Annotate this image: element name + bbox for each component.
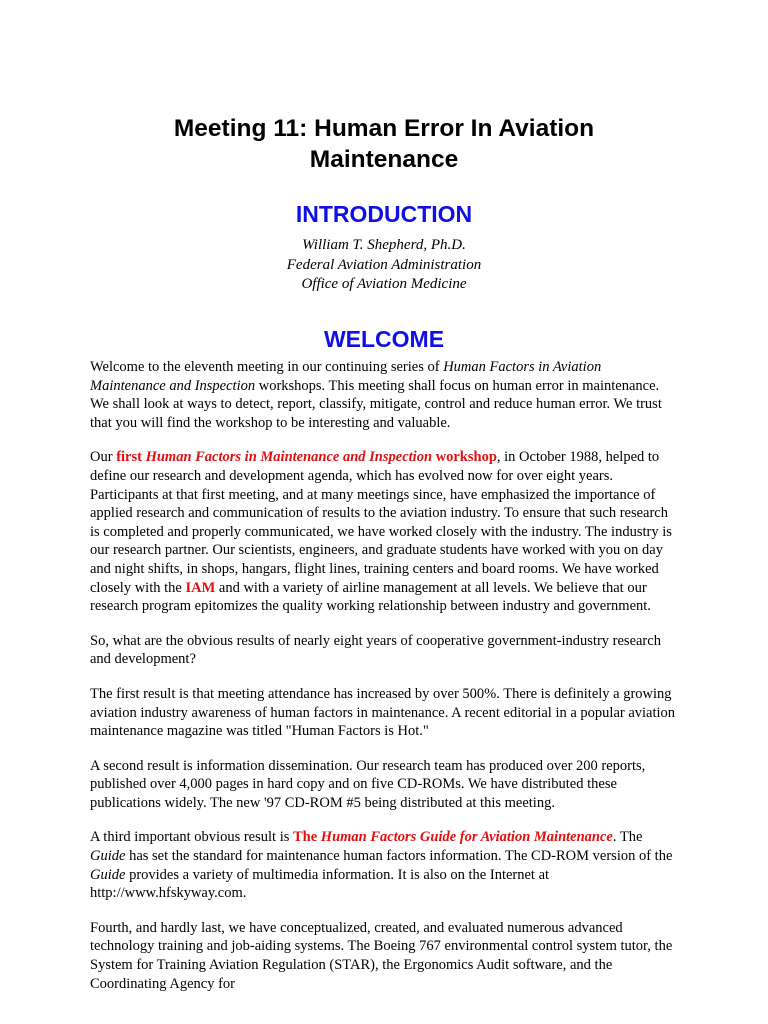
paragraph-6-guide-word-1: Guide [90, 848, 126, 865]
paragraph-2-workshop-title: Human Factors in Maintenance and Inspection [145, 449, 433, 466]
introduction-heading: INTRODUCTION [295, 201, 473, 227]
paragraph-6-text-f: has set the standard for maintenance human factors information. The CD-ROM version of the [125, 848, 673, 865]
paragraph-6-text-h: provides a variety of multimedia information. It is also on the Internet at http://www.hfskyway.com. [90, 866, 550, 902]
welcome-heading: WELCOME [323, 326, 445, 352]
paragraph-2-text-a: Our [90, 449, 117, 466]
paragraph-4: The first result is that meeting attendance has increased by over 500%. There is definitely a growing aviation industry awareness of human factors in maintenance. A recent editorial in a popular aviation maintenance magazine was titled "Human Factors is Hot." [90, 685, 676, 740]
paragraph-6-guide-title: Human Factors Guide for Aviation Maintenance [320, 829, 613, 846]
paragraph-2-text-g: and with a variety of airline management at all levels. We believe that our research program epitomizes the quality working relationship between industry and government. [90, 579, 651, 615]
paragraph-6-text-a: A third important obvious result is [90, 829, 293, 846]
paragraph-3: So, what are the obvious results of nearly eight years of cooperative government-industry research and development? [90, 632, 661, 668]
author-organization: Federal Aviation Administration [286, 256, 482, 273]
paragraph-1 [90, 358, 680, 432]
body-text [90, 358, 680, 1009]
paragraph-1-series-title: Human Factors in Aviation Maintenance and Inspection [90, 359, 602, 394]
author-office: Office of Aviation Medicine [301, 276, 467, 292]
paragraph-6-emphasis-the: The [293, 829, 321, 846]
author-block [110, 236, 658, 295]
paragraph-2-emphasis-iam: IAM [185, 579, 216, 596]
paragraph-2-emphasis-first: first [116, 449, 146, 466]
author-name: William T. Shepherd, Ph.D. [302, 237, 466, 253]
paragraph-5: A second result is information dissemination. Our research team has produced over 200 reports, published over 4,000 pages in hard copy and on five CD-ROMs. We have distributed these publications widely. The new '97 CD-ROM #5 being distributed at this meeting. [90, 757, 646, 811]
page-title [110, 113, 658, 175]
paragraph-1-text-c: workshops. This meeting shall focus on human error in maintenance. We shall look at ways to detect, report, classify, mitigate, control and reduce human error. We trust that you will find the workshop to be interesting and valuable. [90, 377, 662, 431]
title-line-1: Meeting 11: Human Error In Aviation [173, 115, 595, 142]
paragraph-6 [90, 828, 680, 902]
paragraph-1-text-a: Welcome to the eleventh meeting in our continuing series of [90, 359, 444, 375]
title-line-2: Maintenance [309, 146, 459, 173]
paragraph-6-text-d: . The [612, 829, 643, 846]
paragraph-7: Fourth, and hardly last, we have conceptualized, created, and evaluated numerous advanced technology training and job-aiding systems. The Boeing 767 environmental control system tutor, the System for Training Aviation Regulation (STAR), the Ergonomics Audit software, and the Coordinating Agency for [90, 919, 673, 992]
paragraph-2 [90, 448, 680, 615]
paragraph-2-emphasis-workshop: workshop [432, 449, 497, 466]
paragraph-6-guide-word-2: Guide [90, 866, 126, 883]
paragraph-2-text-e: , in October 1988, helped to define our research and development agenda, which has evolved now for over eight years. Participants at that first meeting, and at many meetings since, have emphasized the importance of applied research and communication of results to the aviation industry. To ensure that such research is completed and properly communicated, we have worked closely with the industry. The industry is our research partner. Our scientists, engineers, and graduate students have worked with you on day and night shifts, in shops, hangars, flight lines, training centers and board rooms. We have worked closely with the [90, 449, 672, 596]
